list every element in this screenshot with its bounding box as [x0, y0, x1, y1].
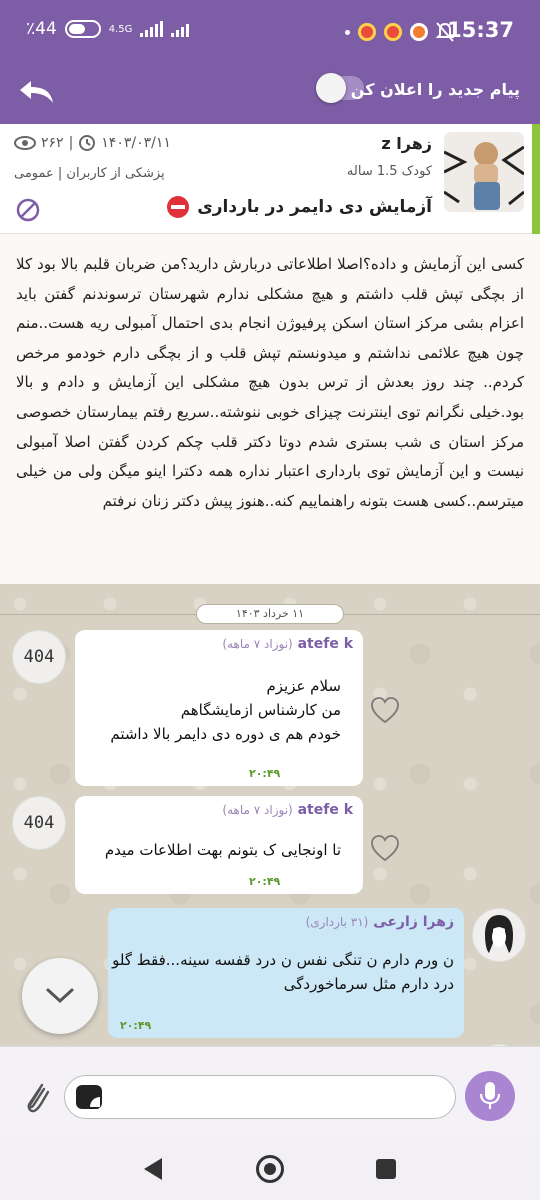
block-icon[interactable]: [16, 198, 40, 222]
back-button[interactable]: [14, 72, 60, 114]
attach-icon[interactable]: [22, 1077, 50, 1115]
chrome-icon-2: [384, 23, 402, 41]
message-line: من کارشناس ازمایشگاهم: [180, 701, 341, 719]
message-author[interactable]: [222, 802, 353, 818]
message-line: تا اونجایی ک بتونم بهت اطلاعات میدم: [104, 841, 341, 859]
message-bubble[interactable]: [75, 796, 363, 894]
author-name: زهرا زارعی: [373, 914, 454, 930]
like-heart-icon[interactable]: [370, 696, 400, 724]
nav-home-icon[interactable]: [256, 1155, 284, 1183]
chevron-down-icon: [45, 987, 75, 1005]
dot-icon: [345, 30, 350, 35]
signal-icon-2: [171, 21, 189, 37]
author-status: (۳۱ بارداری): [305, 915, 369, 929]
signal-icon: [140, 21, 163, 37]
message-time: ۲۰:۴۹: [120, 1019, 152, 1032]
message-text: [110, 674, 341, 746]
clock-icon: [78, 134, 96, 152]
network-type: 4.5G: [108, 23, 133, 35]
author-child-age: کودک 1.5 ساله: [346, 164, 432, 179]
post-body: کسی این آزمایش و داده؟اصلا اطلاعاتی دربارش دارید؟من ضربان قلبم بالا بود کلا از بچگی تپش قلب داشتم و هیچ مشکلی ندارم شهرستان ترسوندنم گفتن باید اعزام بشی مرکز استان اسکن پرفیوژن انجام بدی احتمال آمبولی ریه هست..منم چون هیچ علائمی نداشتم و میدونستم تپش قلب و از بچگی دارم خودمو مرخص کردم.. چند روز بعدش از ترس بدون هیچ مشکلی این آزمایش و دادم و بالا بود.خیلی نگرانم توی اینترنت چیزای خوبی ننوشته..سریع رفتم بیمارستان خصوصی مرکز استان ی شب بستری شدم دوتا دکتر قلب چکم کردن گفتن اصلا آمبولی نیست و این آزمایش توی بارداری اعتبار نداره همه دکترا اینو میگن ولی من خیلی میترسم..کسی هست بتونه راهنماییم کنه..هنوز پیش دکتر زنان نرفتم: [0, 234, 540, 584]
post-stats: [14, 134, 171, 152]
date-chip: ۱۱ خرداد ۱۴۰۳: [196, 604, 344, 624]
message-author[interactable]: [222, 636, 353, 652]
accent-bar: [532, 124, 540, 234]
message-bubble[interactable]: [108, 908, 464, 1038]
author-name: atefe k: [297, 636, 353, 652]
like-heart-icon[interactable]: [370, 834, 400, 862]
post-header: [0, 124, 540, 234]
chrome-icon: [358, 23, 376, 41]
message-avatar[interactable]: [12, 630, 66, 684]
message-line: درد دارم مثل سرماخوردگی: [283, 975, 454, 993]
author-name[interactable]: زهرا z: [381, 134, 432, 153]
message-input[interactable]: [64, 1075, 456, 1119]
post-title-row: [167, 196, 432, 218]
message-time: ۲۰:۴۹: [249, 767, 281, 780]
message-line: سلام عزیزم: [266, 677, 341, 695]
date-divider-right: [344, 614, 540, 615]
app-notification-icon: [410, 23, 428, 41]
message-text: [112, 948, 454, 996]
mic-button[interactable]: [465, 1071, 515, 1121]
status-notifications: [345, 22, 454, 42]
status-left: [26, 19, 189, 39]
stats-separator: |: [68, 135, 74, 151]
author-name: atefe k: [297, 802, 353, 818]
post-category[interactable]: پزشکی از کاربران | عمومی: [14, 166, 165, 181]
message-bubble[interactable]: [75, 630, 363, 786]
input-bar: [0, 1046, 540, 1136]
woman-silhouette-icon: [479, 913, 519, 957]
message-author[interactable]: [306, 914, 454, 930]
author-photo: [444, 132, 524, 212]
view-count: ۲۶۲: [41, 135, 64, 151]
author-status: (نوزاد ۷ ماهه): [222, 803, 293, 817]
message-time: ۲۰:۴۹: [249, 875, 281, 888]
message-avatar[interactable]: [472, 908, 526, 962]
message-text: [105, 838, 341, 862]
battery-percent: ٪44: [26, 19, 57, 39]
clock: 15:37: [447, 18, 514, 42]
mic-icon: [479, 1081, 501, 1111]
toolbar: [0, 62, 540, 124]
message-line: ن ورم دارم ن تنگی نفس ن درد قفسه سینه...فقط گلو: [112, 951, 454, 969]
message-line: خودم هم ی دوره دی دایمر بالا داشتم: [110, 725, 341, 743]
no-entry-icon: [167, 196, 189, 218]
avatar-404-text: 404: [23, 647, 55, 667]
battery-icon: [65, 20, 101, 38]
system-nav-bar: [0, 1136, 540, 1200]
nav-back-icon[interactable]: [144, 1158, 162, 1180]
toggle-knob: [316, 73, 346, 103]
date-divider-left: [0, 614, 196, 615]
scroll-down-button[interactable]: [22, 958, 98, 1034]
nav-recents-icon[interactable]: [376, 1159, 396, 1179]
author-avatar[interactable]: [444, 132, 524, 212]
message-avatar[interactable]: [12, 796, 66, 850]
author-status: (نوزاد ۷ ماهه): [222, 637, 293, 651]
sticker-icon[interactable]: [76, 1085, 102, 1109]
status-bar: [0, 0, 540, 62]
notify-label: پیام جدید را اعلان کن: [350, 80, 520, 99]
avatar-404-text: 404: [23, 813, 55, 833]
post-title: آزمایش دی دایمر در بارداری: [197, 197, 432, 217]
eye-icon: [14, 136, 36, 150]
post-date: ۱۴۰۳/۰۳/۱۱: [101, 135, 171, 151]
undo-arrow-icon: [17, 79, 57, 107]
